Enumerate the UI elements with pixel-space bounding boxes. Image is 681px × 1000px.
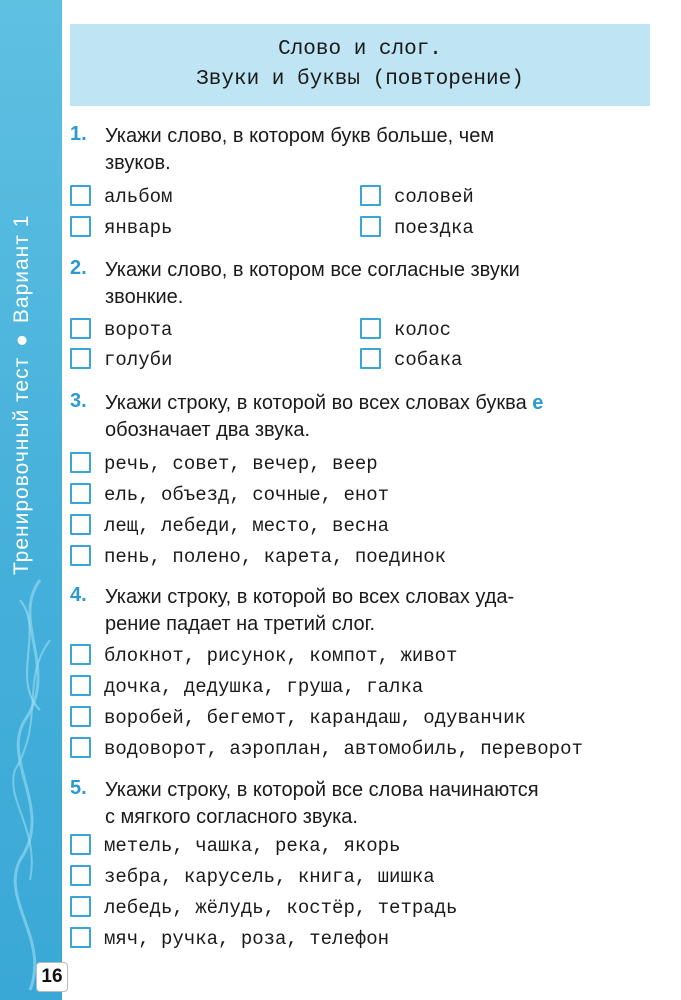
answer-checkbox[interactable] (70, 348, 91, 369)
question-text (105, 390, 653, 444)
question-text (105, 257, 653, 311)
page-number: 16 (36, 962, 68, 992)
question-text-line: Укажи слово, в котором все согласные звуки (105, 259, 520, 281)
option-label: альбом (104, 186, 173, 208)
question-text (105, 777, 653, 831)
answer-checkbox[interactable] (70, 865, 91, 886)
answer-checkbox[interactable] (360, 216, 381, 237)
question-number: 4. (70, 584, 87, 606)
highlighted-letter: е (532, 392, 544, 414)
question-text (105, 123, 653, 177)
variant-label: Вариант 1 (10, 214, 33, 324)
question-number: 3. (70, 390, 87, 412)
question-5 (70, 777, 655, 962)
option-label: колос (394, 319, 452, 341)
answer-checkbox[interactable] (70, 927, 91, 948)
option-label: зебра, карусель, книга, шишка (104, 866, 435, 888)
question-number: 2. (70, 257, 87, 279)
question-text-line: звонкие. (105, 286, 184, 308)
option-label: воробей, бегемот, карандаш, одуванчик (104, 707, 526, 729)
answer-checkbox[interactable] (70, 706, 91, 727)
option-label: блокнот, рисунок, компот, живот (104, 645, 458, 667)
answer-checkbox[interactable] (360, 185, 381, 206)
option-label: поездка (394, 217, 474, 239)
bullet-dot-icon: ● (10, 333, 33, 347)
question-number: 1. (70, 123, 87, 145)
question-2 (70, 257, 655, 377)
option-label: пень, полено, карета, поединок (104, 546, 447, 568)
option-label: ель, объезд, сочные, енот (104, 484, 390, 506)
answer-checkbox[interactable] (70, 896, 91, 917)
answer-checkbox[interactable] (70, 545, 91, 566)
option-label: голуби (104, 349, 173, 371)
question-text-line: обозначает два звука. (105, 419, 311, 441)
answer-checkbox[interactable] (70, 514, 91, 535)
question-3 (70, 390, 655, 575)
test-label: Тренировочный тест (10, 356, 33, 575)
question-text-line: с мягкого согласного звука. (105, 806, 358, 828)
option-label: дочка, дедушка, груша, галка (104, 676, 424, 698)
question-text-line: Укажи слово, в котором букв больше, чем (105, 125, 495, 147)
answer-checkbox[interactable] (360, 318, 381, 339)
option-label: метель, чашка, река, якорь (104, 835, 401, 857)
sidebar (0, 0, 62, 1000)
question-text (105, 584, 653, 638)
page-title-line1: Слово и слог. (278, 38, 442, 61)
option-label: собака (394, 349, 463, 371)
question-text-line: звуков. (105, 152, 171, 174)
question-text-line (105, 390, 653, 417)
answer-checkbox[interactable] (70, 737, 91, 758)
question-text-part: Укажи строку, в которой во всех словах буква (105, 392, 527, 414)
answer-checkbox[interactable] (70, 318, 91, 339)
option-label: лещ, лебеди, место, весна (104, 515, 390, 537)
option-label: мяч, ручка, роза, телефон (104, 928, 390, 950)
question-1 (70, 123, 655, 243)
option-label: речь, совет, вечер, веер (104, 453, 378, 475)
option-label: ворота (104, 319, 173, 341)
option-label: январь (104, 217, 173, 239)
answer-checkbox[interactable] (360, 348, 381, 369)
answer-checkbox[interactable] (70, 452, 91, 473)
option-label: лебедь, жёлудь, костёр, тетрадь (104, 897, 458, 919)
question-text-line: Укажи строку, в которой во всех словах уда- (105, 586, 515, 608)
page-title-line2: Звуки и буквы (повторение) (196, 68, 524, 91)
answer-checkbox[interactable] (70, 834, 91, 855)
option-label: водоворот, аэроплан, автомобиль, переворот (104, 738, 583, 760)
answer-checkbox[interactable] (70, 483, 91, 504)
question-text-line: Укажи строку, в которой все слова начинаются (105, 779, 539, 801)
option-label: соловей (394, 186, 474, 208)
question-number: 5. (70, 777, 87, 799)
answer-checkbox[interactable] (70, 675, 91, 696)
vertical-label (10, 215, 34, 575)
page-header (70, 24, 650, 106)
question-text-line: рение падает на третий слог. (105, 613, 376, 635)
answer-checkbox[interactable] (70, 216, 91, 237)
answer-checkbox[interactable] (70, 185, 91, 206)
answer-checkbox[interactable] (70, 644, 91, 665)
decorative-swirl-icon (0, 560, 62, 1000)
question-4 (70, 584, 655, 769)
